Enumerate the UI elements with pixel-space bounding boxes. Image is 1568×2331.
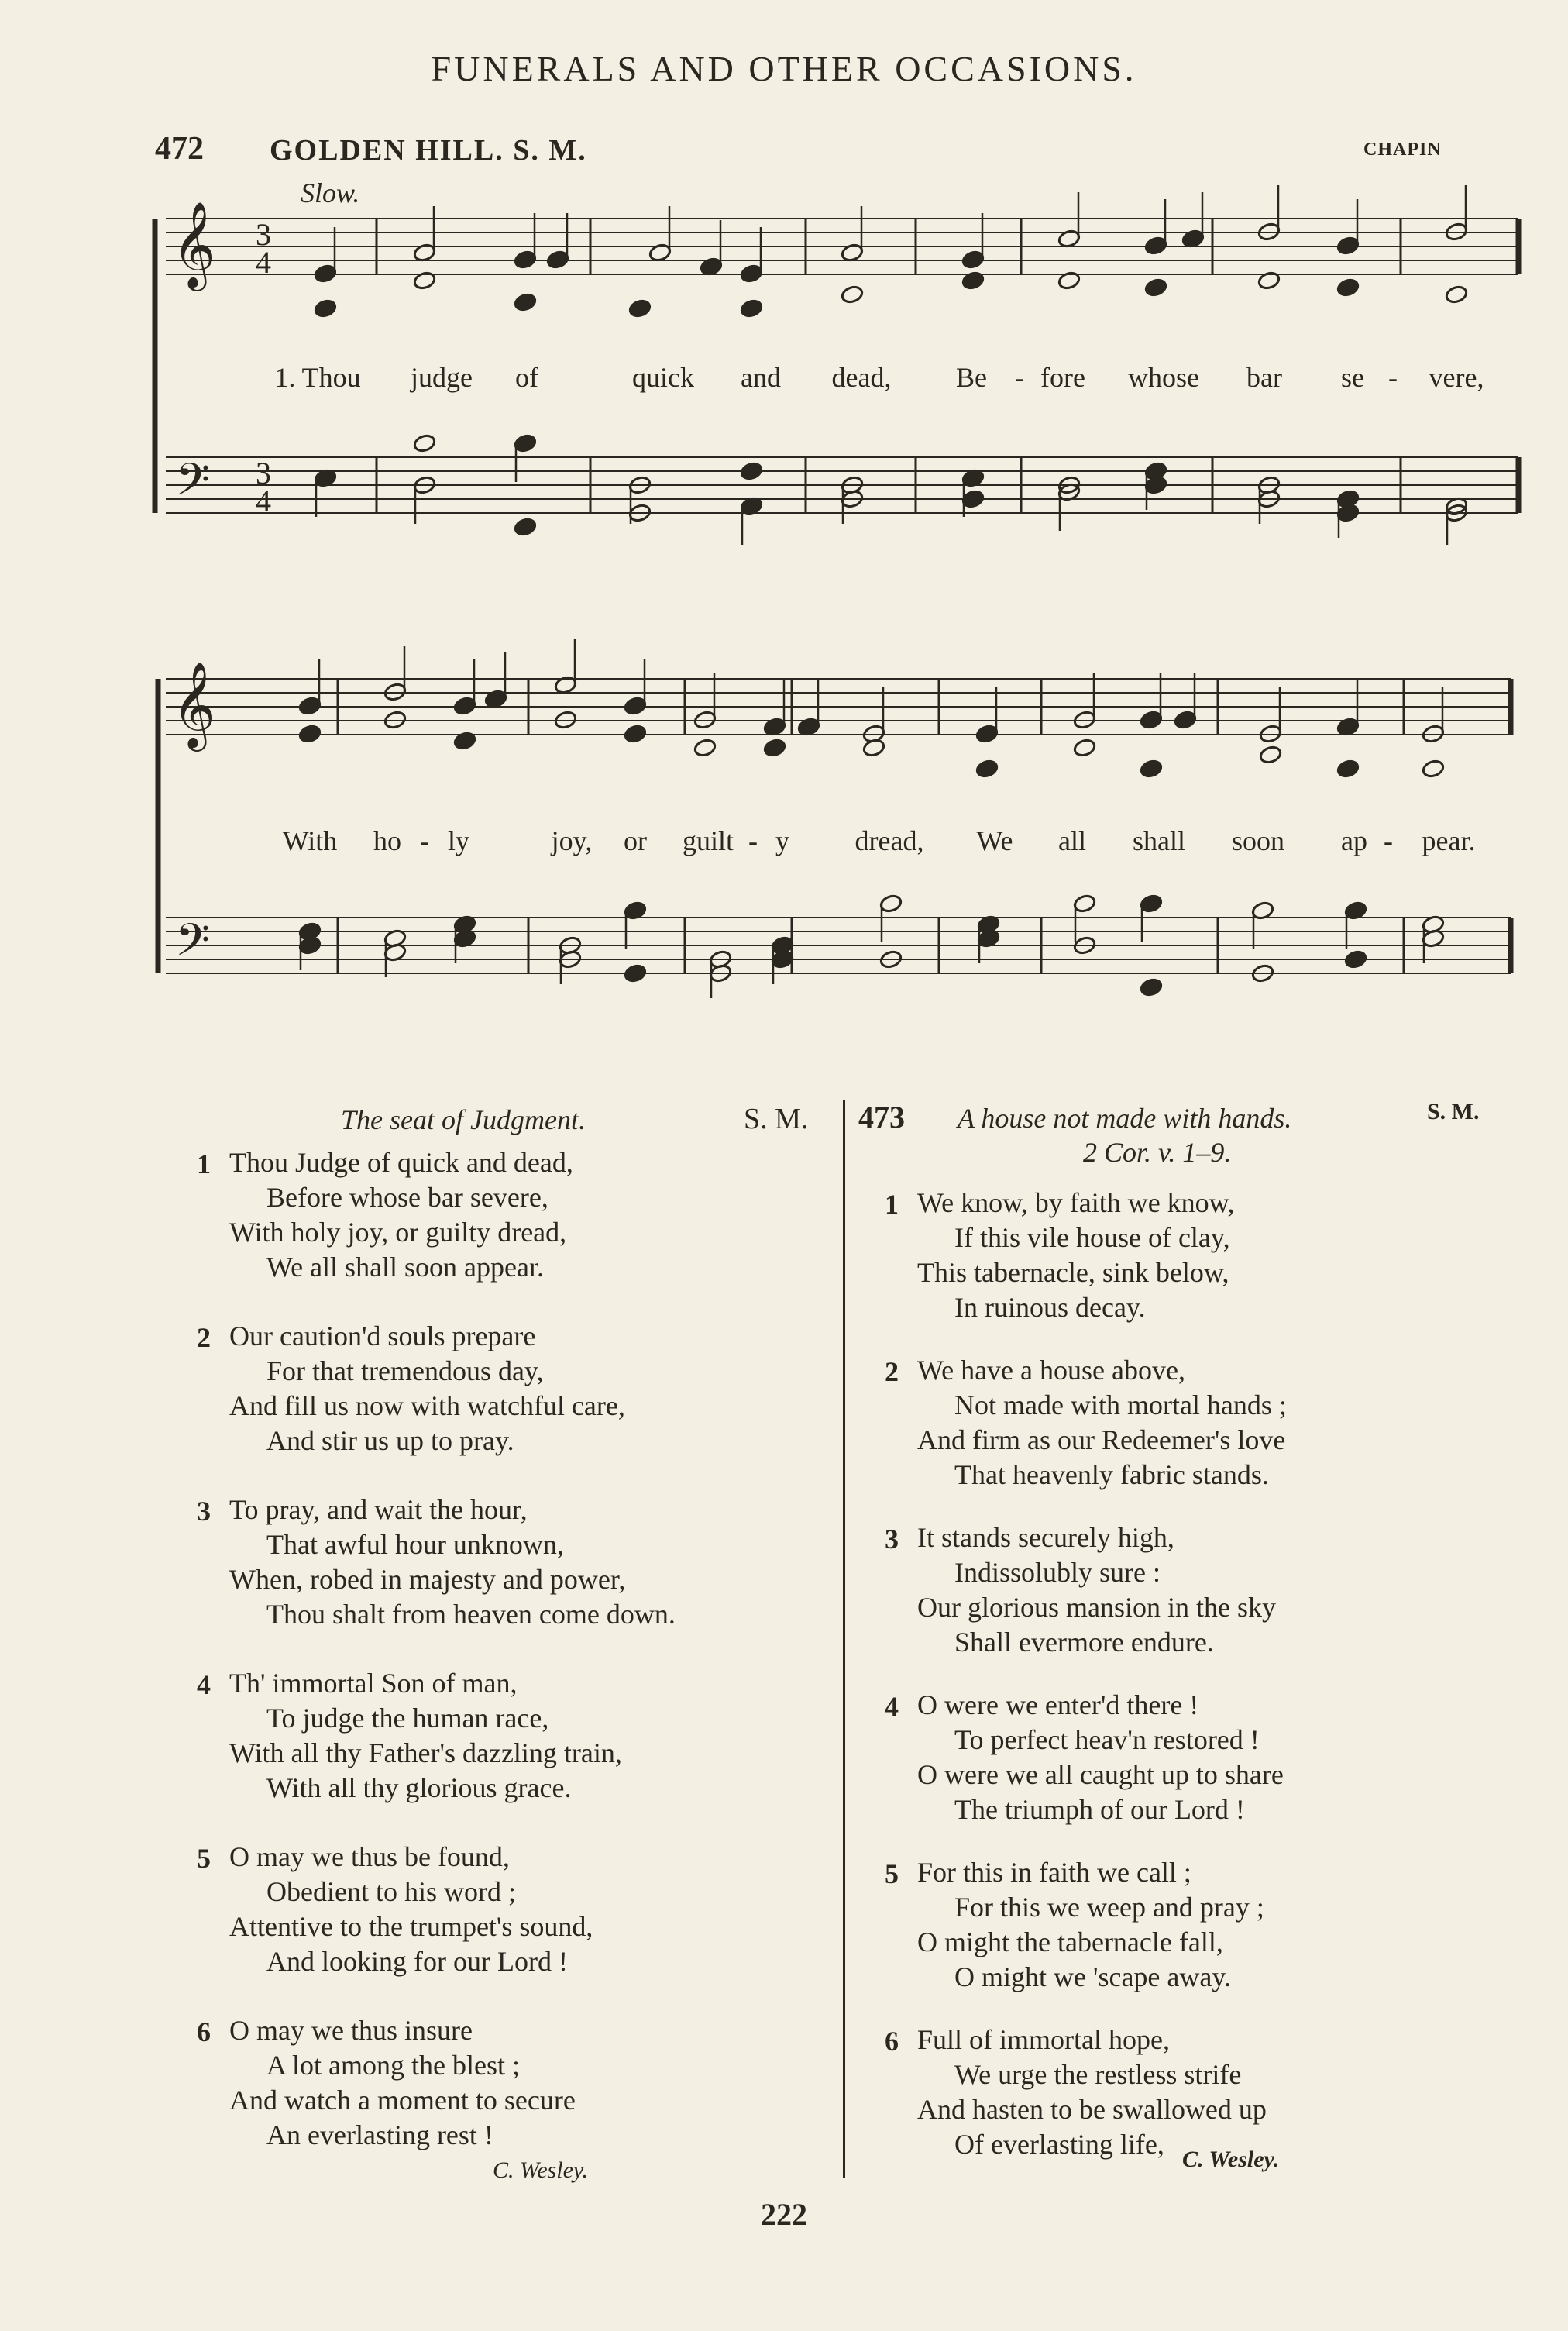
bass-clef-icon: 𝄢 bbox=[175, 453, 211, 517]
note-head bbox=[1140, 977, 1164, 997]
note-head bbox=[1144, 236, 1168, 256]
lyric-syllable: With bbox=[282, 825, 338, 856]
stanza-line: And firm as our Redeemer's love bbox=[917, 1424, 1286, 1455]
note-head bbox=[413, 433, 437, 453]
lyric-syllable: fore bbox=[1040, 362, 1085, 393]
hymn-right-author: C. Wesley. bbox=[1182, 2147, 1280, 2172]
stanza-line: We know, by faith we know, bbox=[917, 1187, 1235, 1218]
note-head bbox=[693, 738, 717, 758]
hymn-left-author: C. Wesley. bbox=[493, 2157, 589, 2183]
lyric-syllable: - bbox=[420, 825, 429, 856]
stanza-line: Before whose bar severe, bbox=[266, 1182, 548, 1213]
stanza-line: It stands securely high, bbox=[917, 1522, 1174, 1553]
stanza-line: Our glorious mansion in the sky bbox=[917, 1592, 1276, 1623]
stanza-line: That awful hour unknown, bbox=[266, 1529, 564, 1560]
lyric-syllable: whose bbox=[1128, 362, 1199, 393]
lyric-syllable: vere, bbox=[1429, 362, 1484, 393]
stanza-line: With all thy Father's dazzling train, bbox=[229, 1737, 622, 1768]
note-head bbox=[628, 298, 652, 318]
lyric-syllable: shall bbox=[1133, 825, 1185, 856]
stanza bbox=[197, 1493, 676, 1632]
note-head bbox=[314, 263, 338, 284]
stanza-number: 1 bbox=[885, 1189, 899, 1220]
stanza-line: And hasten to be swallowed up bbox=[917, 2094, 1267, 2125]
stanza-line: If this vile house of clay, bbox=[954, 1222, 1230, 1253]
music-score bbox=[0, 0, 1568, 1038]
note-head bbox=[1336, 277, 1360, 298]
tune-number: 472 bbox=[155, 131, 204, 167]
stanza-line: To perfect heav'n restored ! bbox=[954, 1724, 1260, 1755]
note-head bbox=[740, 298, 764, 318]
note-head bbox=[961, 270, 985, 291]
lyric-syllable: ly bbox=[447, 825, 470, 856]
note-head bbox=[862, 738, 886, 758]
time-signature-top: 3 bbox=[256, 217, 271, 252]
stanza-line: A lot among the blest ; bbox=[266, 2050, 520, 2081]
note-head bbox=[1174, 710, 1198, 730]
lyric-syllable: ap bbox=[1341, 825, 1367, 856]
note-head bbox=[1336, 236, 1360, 256]
stanza-line: For this we weep and pray ; bbox=[954, 1892, 1264, 1923]
note-head bbox=[624, 696, 648, 716]
lyric-syllable: or bbox=[624, 825, 647, 856]
note-head bbox=[1073, 738, 1097, 758]
note-head bbox=[975, 724, 999, 744]
stanza-line: We urge the restless strife bbox=[954, 2059, 1242, 2090]
note-head bbox=[1057, 270, 1081, 291]
stanza-line: For this in faith we call ; bbox=[917, 1857, 1191, 1888]
stanza-line: Of everlasting life, bbox=[954, 2129, 1164, 2160]
lyric-syllable: - bbox=[1388, 362, 1398, 393]
note-head bbox=[879, 893, 903, 914]
stanza bbox=[885, 1520, 1276, 1660]
note-head bbox=[763, 738, 787, 758]
stanza-line: With all thy glorious grace. bbox=[266, 1772, 572, 1803]
stanza bbox=[885, 1186, 1235, 1325]
lyric-syllable: of bbox=[515, 362, 538, 393]
lyric-syllable: Be bbox=[956, 362, 987, 393]
stanza-line: With holy joy, or guilty dread, bbox=[229, 1217, 567, 1248]
lyric-syllable: pear. bbox=[1422, 825, 1476, 856]
note-head bbox=[298, 935, 322, 955]
lyric-syllable: - bbox=[1015, 362, 1024, 393]
stanza-number: 6 bbox=[885, 2026, 899, 2057]
stanza-line: We all shall soon appear. bbox=[266, 1252, 544, 1283]
stanza-number: 2 bbox=[197, 1322, 211, 1353]
lyric-syllable: quick bbox=[632, 362, 694, 393]
note-head bbox=[1140, 759, 1164, 779]
note-head bbox=[1445, 284, 1469, 305]
stanza-line: That heavenly fabric stands. bbox=[954, 1459, 1269, 1490]
stanza-number: 3 bbox=[885, 1524, 899, 1555]
note-head bbox=[1140, 710, 1164, 730]
tempo-marking: Slow. bbox=[301, 177, 360, 208]
stanza-line: Shall evermore endure. bbox=[954, 1627, 1214, 1658]
note-head bbox=[1336, 759, 1360, 779]
lyric-syllable: We bbox=[976, 825, 1013, 856]
hymn-right-meter: S. M. bbox=[1427, 1099, 1480, 1124]
note-head bbox=[514, 292, 538, 312]
stanza-line: Thou Judge of quick and dead, bbox=[229, 1147, 573, 1178]
lyric-syllable: soon bbox=[1231, 825, 1285, 856]
stanza bbox=[197, 1145, 573, 1285]
stanza-number: 5 bbox=[197, 1843, 211, 1874]
stanza bbox=[885, 1688, 1284, 1827]
lyric-syllable: - bbox=[748, 825, 758, 856]
stanza bbox=[197, 1666, 622, 1806]
stanza-number: 4 bbox=[197, 1669, 211, 1700]
stanza-line: Th' immortal Son of man, bbox=[229, 1668, 518, 1699]
lyric-syllable: dread, bbox=[854, 825, 924, 856]
note-head bbox=[514, 433, 538, 453]
lyric-syllable: bar bbox=[1246, 362, 1282, 393]
tune-composer: CHAPIN bbox=[1363, 139, 1442, 160]
stanza-line: O might the tabernacle fall, bbox=[917, 1926, 1223, 1957]
hymn-right-title: A house not made with hands. bbox=[958, 1103, 1292, 1134]
stanza-line: To pray, and wait the hour, bbox=[229, 1494, 528, 1525]
note-head bbox=[961, 489, 985, 509]
stanza-line: And fill us now with watchful care, bbox=[229, 1390, 625, 1421]
note-head bbox=[624, 724, 648, 744]
note-head bbox=[841, 284, 865, 305]
stanza-number: 5 bbox=[885, 1858, 899, 1889]
stanza-number: 2 bbox=[885, 1356, 899, 1387]
stanza-line: And watch a moment to secure bbox=[229, 2085, 576, 2116]
note-head bbox=[1422, 759, 1446, 779]
note-head bbox=[1259, 745, 1283, 765]
stanza-line: We have a house above, bbox=[917, 1355, 1185, 1386]
treble-clef-icon: 𝄞 bbox=[172, 661, 216, 748]
note-head bbox=[1140, 893, 1164, 914]
note-head bbox=[624, 963, 648, 983]
stanza-line: O were we enter'd there ! bbox=[917, 1689, 1199, 1720]
stanza-line: Obedient to his word ; bbox=[266, 1876, 516, 1907]
treble-clef-icon: 𝄞 bbox=[172, 201, 216, 288]
note-head bbox=[975, 759, 999, 779]
stanza-number: 1 bbox=[197, 1148, 211, 1179]
note-head bbox=[413, 270, 437, 291]
hymn-right-number: 473 bbox=[858, 1100, 905, 1135]
stanza-line: Not made with mortal hands ; bbox=[954, 1389, 1287, 1420]
note-head bbox=[514, 250, 538, 270]
lyric-syllable: - bbox=[1384, 825, 1393, 856]
note-head bbox=[1073, 893, 1097, 914]
tune-name: GOLDEN HILL. S. M. bbox=[270, 134, 587, 167]
lyric-syllable: 1. Thou bbox=[274, 362, 361, 393]
note-head bbox=[298, 696, 322, 716]
lyric-syllable: all bbox=[1058, 825, 1086, 856]
note-head bbox=[740, 263, 764, 284]
note-head bbox=[1344, 949, 1368, 969]
stanza-line: Attentive to the trumpet's sound, bbox=[229, 1911, 593, 1942]
stanza-line: Our caution'd souls prepare bbox=[229, 1320, 536, 1351]
stanza-line: This tabernacle, sink below, bbox=[917, 1257, 1229, 1288]
stanza-line: O may we thus be found, bbox=[229, 1841, 510, 1872]
lyric-syllable: and bbox=[741, 362, 781, 393]
stanza bbox=[197, 1319, 625, 1458]
note-head bbox=[546, 250, 570, 270]
column-divider bbox=[843, 1100, 845, 2178]
lyric-syllable: ho bbox=[373, 825, 401, 856]
note-head bbox=[1257, 270, 1281, 291]
hymn-left-meter: S. M. bbox=[744, 1103, 809, 1135]
hymn-right-scripture: 2 Cor. v. 1–9. bbox=[1083, 1137, 1232, 1168]
stanza-line: The triumph of our Lord ! bbox=[954, 1794, 1245, 1825]
note-head bbox=[961, 250, 985, 270]
note-head bbox=[1336, 503, 1360, 523]
stanza bbox=[885, 2023, 1267, 2162]
note-head bbox=[453, 731, 477, 751]
stanza-line: For that tremendous day, bbox=[266, 1355, 544, 1386]
lyric-syllable: judge bbox=[411, 362, 473, 393]
note-head bbox=[740, 461, 764, 481]
stanza-line: O might we 'scape away. bbox=[954, 1961, 1232, 1992]
stanza bbox=[197, 2013, 576, 2153]
note-head bbox=[314, 298, 338, 318]
time-signature-bottom: 4 bbox=[256, 484, 271, 518]
lyric-syllable: se bbox=[1341, 362, 1364, 393]
stanza-number: 4 bbox=[885, 1691, 899, 1722]
time-signature-top: 3 bbox=[256, 456, 271, 491]
stanza-line: And stir us up to pray. bbox=[266, 1425, 514, 1456]
stanza-line: In ruinous decay. bbox=[954, 1292, 1146, 1323]
lyric-syllable: joy, bbox=[551, 825, 593, 856]
stanza-line: Indissolubly sure : bbox=[954, 1557, 1161, 1588]
stanza-line: And looking for our Lord ! bbox=[266, 1946, 568, 1977]
stanza-line: To judge the human race, bbox=[266, 1703, 549, 1734]
stanza-number: 3 bbox=[197, 1496, 211, 1527]
note-head bbox=[514, 517, 538, 537]
page-number: 222 bbox=[761, 2197, 807, 2232]
lyric-syllable: guilt bbox=[682, 825, 734, 856]
running-head: FUNERALS AND OTHER OCCASIONS. bbox=[431, 49, 1137, 88]
stanza-number: 6 bbox=[197, 2016, 211, 2047]
stanza-line: An everlasting rest ! bbox=[266, 2119, 493, 2150]
note-head bbox=[1144, 277, 1168, 298]
note-head bbox=[298, 724, 322, 744]
note-head bbox=[453, 696, 477, 716]
stanza-line: O were we all caught up to share bbox=[917, 1759, 1284, 1790]
stanza-line: Full of immortal hope, bbox=[917, 2024, 1170, 2055]
lyric-syllable: y bbox=[775, 825, 789, 856]
bass-clef-icon: 𝄢 bbox=[175, 914, 211, 977]
lyric-syllable: dead, bbox=[831, 362, 892, 393]
stanza-line: O may we thus insure bbox=[229, 2015, 473, 2046]
stanza bbox=[885, 1353, 1287, 1493]
stanza bbox=[197, 1840, 593, 1979]
hymn-left-title: The seat of Judgment. bbox=[341, 1104, 586, 1135]
time-signature-bottom: 4 bbox=[256, 245, 271, 280]
stanza-line: When, robed in majesty and power, bbox=[229, 1564, 626, 1595]
stanza bbox=[885, 1855, 1264, 1995]
note-head bbox=[1144, 475, 1168, 495]
stanza-line: Thou shalt from heaven come down. bbox=[266, 1599, 676, 1630]
